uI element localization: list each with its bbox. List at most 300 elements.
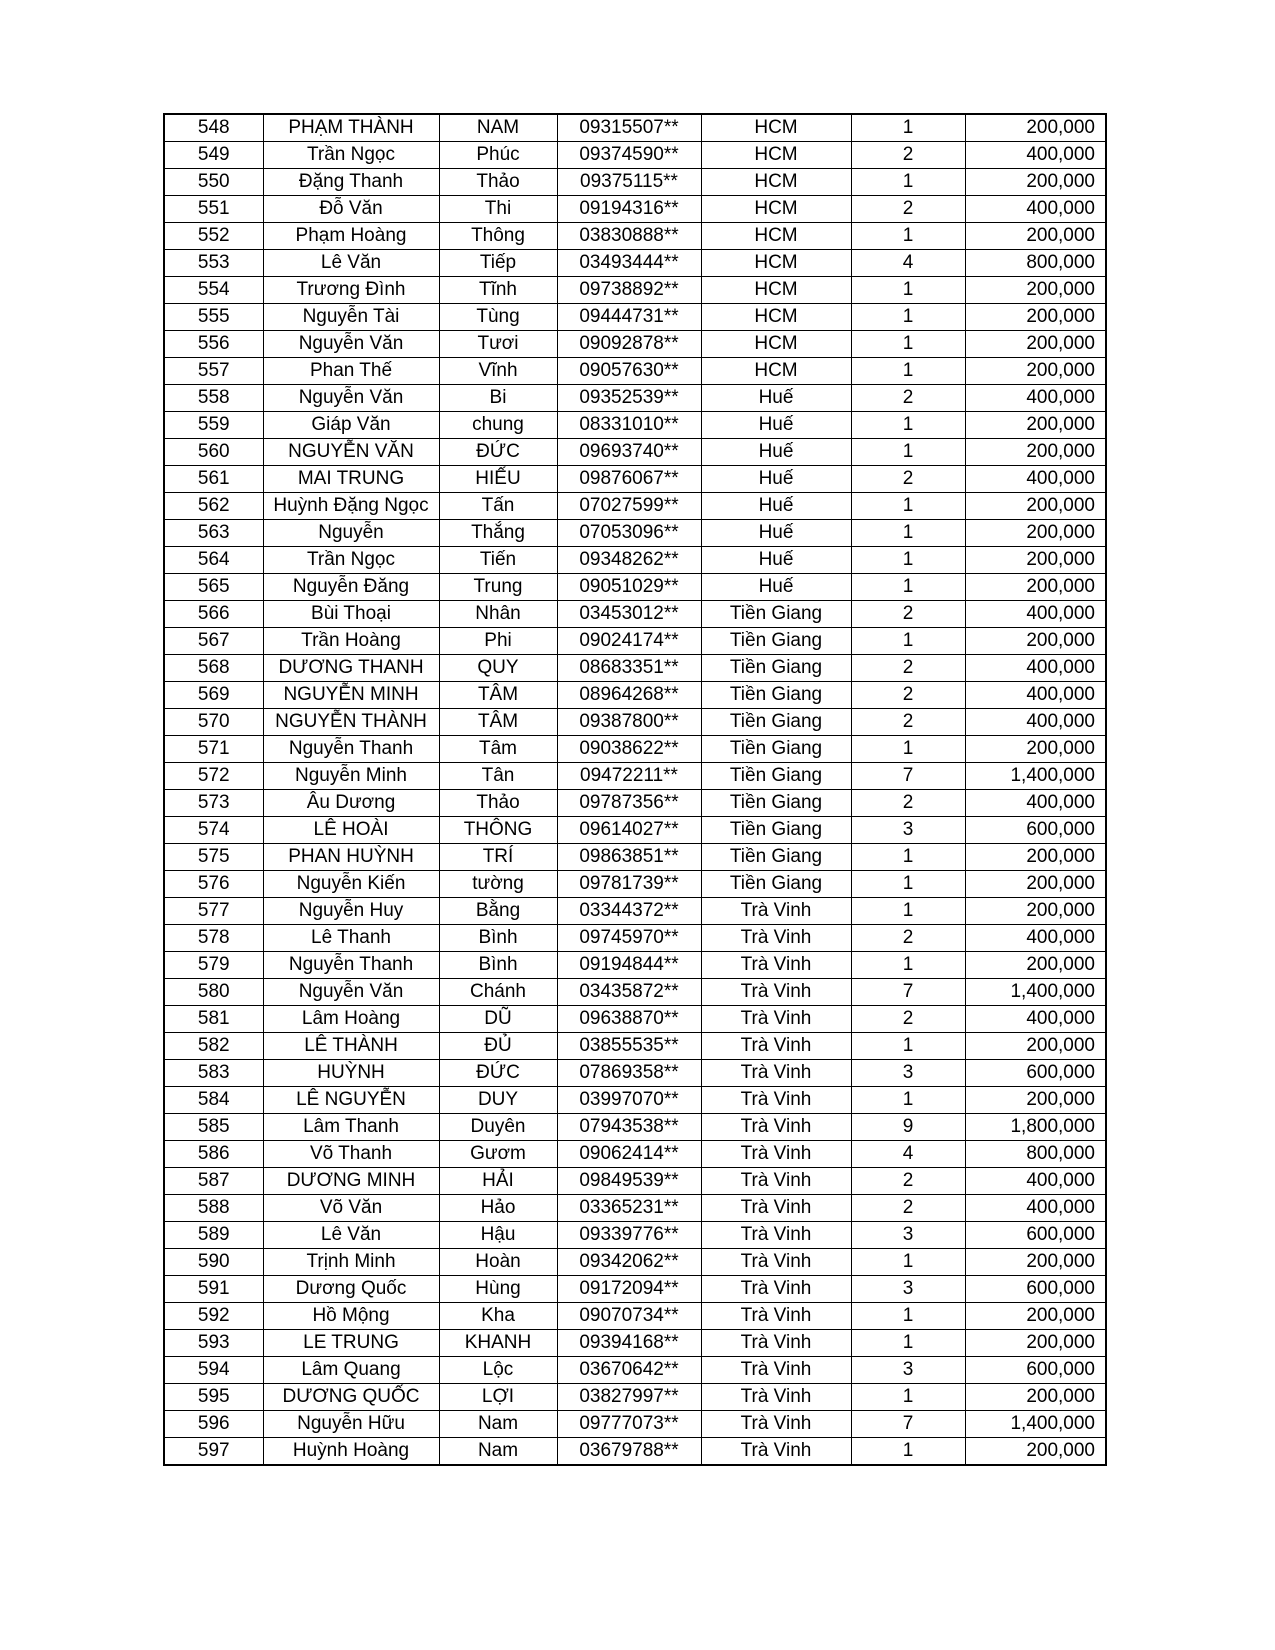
province-cell: Huế (701, 547, 851, 574)
table-row (164, 817, 1106, 844)
province-cell: Tiền Giang (701, 763, 851, 790)
given-name-cell: KHANH (439, 1330, 557, 1357)
row-number-cell: 559 (164, 412, 263, 439)
row-number-cell: 557 (164, 358, 263, 385)
phone-cell: 08331010** (557, 412, 701, 439)
phone-cell: 09062414** (557, 1141, 701, 1168)
quantity-cell: 1 (851, 358, 965, 385)
row-number-cell: 564 (164, 547, 263, 574)
province-cell: Trà Vinh (701, 898, 851, 925)
amount-cell: 200,000 (965, 331, 1106, 358)
amount-cell: 400,000 (965, 682, 1106, 709)
row-number-cell: 570 (164, 709, 263, 736)
amount-cell: 400,000 (965, 142, 1106, 169)
province-cell: Tiền Giang (701, 682, 851, 709)
province-cell: Trà Vinh (701, 1222, 851, 1249)
row-number-cell: 573 (164, 790, 263, 817)
given-name-cell: tường (439, 871, 557, 898)
quantity-cell: 7 (851, 979, 965, 1006)
row-number-cell: 565 (164, 574, 263, 601)
surname-cell: Nguyễn Hữu (263, 1411, 439, 1438)
phone-cell: 09777073** (557, 1411, 701, 1438)
surname-cell: Phan Thế (263, 358, 439, 385)
row-number-cell: 551 (164, 196, 263, 223)
row-number-cell: 561 (164, 466, 263, 493)
given-name-cell: ĐỨC (439, 1060, 557, 1087)
amount-cell: 600,000 (965, 1222, 1106, 1249)
quantity-cell: 3 (851, 1222, 965, 1249)
surname-cell: Nguyễn Văn (263, 979, 439, 1006)
given-name-cell: ĐỦ (439, 1033, 557, 1060)
given-name-cell: ĐỨC (439, 439, 557, 466)
quantity-cell: 1 (851, 114, 965, 142)
table-row (164, 1006, 1106, 1033)
surname-cell: Dương Quốc (263, 1276, 439, 1303)
province-cell: Tiền Giang (701, 817, 851, 844)
amount-cell: 400,000 (965, 1168, 1106, 1195)
phone-cell: 03365231** (557, 1195, 701, 1222)
quantity-cell: 2 (851, 601, 965, 628)
phone-cell: 03997070** (557, 1087, 701, 1114)
quantity-cell: 3 (851, 1060, 965, 1087)
row-number-cell: 591 (164, 1276, 263, 1303)
phone-cell: 09051029** (557, 574, 701, 601)
amount-cell: 200,000 (965, 952, 1106, 979)
amount-cell: 1,400,000 (965, 979, 1106, 1006)
amount-cell: 600,000 (965, 1357, 1106, 1384)
quantity-cell: 1 (851, 952, 965, 979)
table-row (164, 304, 1106, 331)
table-row (164, 601, 1106, 628)
given-name-cell: Thi (439, 196, 557, 223)
province-cell: Trà Vinh (701, 1060, 851, 1087)
table-row (164, 439, 1106, 466)
surname-cell: Hồ Mộng (263, 1303, 439, 1330)
row-number-cell: 588 (164, 1195, 263, 1222)
surname-cell: NGUYỄN THÀNH (263, 709, 439, 736)
province-cell: Tiền Giang (701, 655, 851, 682)
phone-cell: 07943538** (557, 1114, 701, 1141)
province-cell: Tiền Giang (701, 871, 851, 898)
quantity-cell: 4 (851, 250, 965, 277)
quantity-cell: 1 (851, 520, 965, 547)
given-name-cell: NAM (439, 114, 557, 142)
surname-cell: DƯƠNG QUỐC (263, 1384, 439, 1411)
quantity-cell: 1 (851, 304, 965, 331)
province-cell: HCM (701, 277, 851, 304)
phone-cell: 09387800** (557, 709, 701, 736)
surname-cell: Đặng Thanh (263, 169, 439, 196)
table-row (164, 1438, 1106, 1466)
province-cell: Tiền Giang (701, 736, 851, 763)
row-number-cell: 555 (164, 304, 263, 331)
given-name-cell: Bình (439, 952, 557, 979)
table-row (164, 493, 1106, 520)
amount-cell: 200,000 (965, 871, 1106, 898)
amount-cell: 400,000 (965, 196, 1106, 223)
amount-cell: 200,000 (965, 493, 1106, 520)
amount-cell: 600,000 (965, 1060, 1106, 1087)
table-row (164, 736, 1106, 763)
phone-cell: 03435872** (557, 979, 701, 1006)
amount-cell: 200,000 (965, 574, 1106, 601)
surname-cell: Nguyễn Huy (263, 898, 439, 925)
quantity-cell: 2 (851, 1168, 965, 1195)
phone-cell: 09315507** (557, 114, 701, 142)
province-cell: Trà Vinh (701, 1087, 851, 1114)
row-number-cell: 563 (164, 520, 263, 547)
phone-cell: 09172094** (557, 1276, 701, 1303)
row-number-cell: 549 (164, 142, 263, 169)
row-number-cell: 586 (164, 1141, 263, 1168)
amount-cell: 600,000 (965, 817, 1106, 844)
table-row (164, 1303, 1106, 1330)
quantity-cell: 7 (851, 763, 965, 790)
quantity-cell: 1 (851, 331, 965, 358)
quantity-cell: 2 (851, 682, 965, 709)
given-name-cell: Lộc (439, 1357, 557, 1384)
row-number-cell: 579 (164, 952, 263, 979)
table-row (164, 1276, 1106, 1303)
row-number-cell: 597 (164, 1438, 263, 1466)
surname-cell: Nguyễn Văn (263, 385, 439, 412)
amount-cell: 200,000 (965, 1384, 1106, 1411)
province-cell: Trà Vinh (701, 979, 851, 1006)
quantity-cell: 1 (851, 1249, 965, 1276)
quantity-cell: 1 (851, 574, 965, 601)
table-row (164, 114, 1106, 142)
amount-cell: 200,000 (965, 520, 1106, 547)
surname-cell: MAI TRUNG (263, 466, 439, 493)
table-row (164, 1384, 1106, 1411)
phone-cell: 03453012** (557, 601, 701, 628)
given-name-cell: Bình (439, 925, 557, 952)
row-number-cell: 594 (164, 1357, 263, 1384)
province-cell: Trà Vinh (701, 1357, 851, 1384)
table-row (164, 466, 1106, 493)
quantity-cell: 1 (851, 1330, 965, 1357)
table-row (164, 628, 1106, 655)
quantity-cell: 1 (851, 277, 965, 304)
amount-cell: 200,000 (965, 114, 1106, 142)
phone-cell: 03344372** (557, 898, 701, 925)
given-name-cell: DUY (439, 1087, 557, 1114)
surname-cell: Nguyễn Minh (263, 763, 439, 790)
province-cell: Huế (701, 385, 851, 412)
table-row (164, 196, 1106, 223)
table-row (164, 1195, 1106, 1222)
province-cell: HCM (701, 331, 851, 358)
phone-cell: 09348262** (557, 547, 701, 574)
phone-cell: 09849539** (557, 1168, 701, 1195)
row-number-cell: 562 (164, 493, 263, 520)
table-row (164, 412, 1106, 439)
province-cell: Huế (701, 520, 851, 547)
province-cell: Trà Vinh (701, 1006, 851, 1033)
province-cell: Trà Vinh (701, 952, 851, 979)
phone-cell: 09057630** (557, 358, 701, 385)
surname-cell: Đỗ Văn (263, 196, 439, 223)
row-number-cell: 582 (164, 1033, 263, 1060)
amount-cell: 400,000 (965, 1006, 1106, 1033)
given-name-cell: Gươm (439, 1141, 557, 1168)
given-name-cell: THÔNG (439, 817, 557, 844)
given-name-cell: Duyên (439, 1114, 557, 1141)
row-number-cell: 548 (164, 114, 263, 142)
surname-cell: PHẠM THÀNH (263, 114, 439, 142)
table-row (164, 979, 1106, 1006)
province-cell: HCM (701, 196, 851, 223)
row-number-cell: 596 (164, 1411, 263, 1438)
amount-cell: 200,000 (965, 1087, 1106, 1114)
phone-cell: 07869358** (557, 1060, 701, 1087)
amount-cell: 400,000 (965, 925, 1106, 952)
row-number-cell: 578 (164, 925, 263, 952)
quantity-cell: 9 (851, 1114, 965, 1141)
amount-cell: 1,800,000 (965, 1114, 1106, 1141)
province-cell: Trà Vinh (701, 1195, 851, 1222)
surname-cell: Trần Hoàng (263, 628, 439, 655)
province-cell: Tiền Giang (701, 709, 851, 736)
phone-cell: 09781739** (557, 871, 701, 898)
given-name-cell: Hậu (439, 1222, 557, 1249)
recipient-table (163, 113, 1107, 1466)
table-row (164, 1330, 1106, 1357)
phone-cell: 03827997** (557, 1384, 701, 1411)
quantity-cell: 2 (851, 142, 965, 169)
amount-cell: 1,400,000 (965, 763, 1106, 790)
phone-cell: 09394168** (557, 1330, 701, 1357)
phone-cell: 09444731** (557, 304, 701, 331)
quantity-cell: 2 (851, 1006, 965, 1033)
quantity-cell: 1 (851, 1303, 965, 1330)
phone-cell: 09342062** (557, 1249, 701, 1276)
amount-cell: 400,000 (965, 655, 1106, 682)
province-cell: Tiền Giang (701, 844, 851, 871)
surname-cell: Nguyễn Thanh (263, 736, 439, 763)
table-body (164, 114, 1106, 1465)
given-name-cell: DŨ (439, 1006, 557, 1033)
surname-cell: LÊ HOÀI (263, 817, 439, 844)
row-number-cell: 583 (164, 1060, 263, 1087)
row-number-cell: 576 (164, 871, 263, 898)
amount-cell: 200,000 (965, 304, 1106, 331)
given-name-cell: Tấn (439, 493, 557, 520)
surname-cell: Nguyễn Đăng (263, 574, 439, 601)
table-row (164, 142, 1106, 169)
phone-cell: 09472211** (557, 763, 701, 790)
given-name-cell: Hùng (439, 1276, 557, 1303)
province-cell: Trà Vinh (701, 1411, 851, 1438)
given-name-cell: Tươi (439, 331, 557, 358)
surname-cell: Lê Văn (263, 1222, 439, 1249)
given-name-cell: Hoàn (439, 1249, 557, 1276)
province-cell: Trà Vinh (701, 1276, 851, 1303)
province-cell: Trà Vinh (701, 1384, 851, 1411)
phone-cell: 09876067** (557, 466, 701, 493)
table-row (164, 1141, 1106, 1168)
phone-cell: 09194316** (557, 196, 701, 223)
table-row (164, 952, 1106, 979)
row-number-cell: 556 (164, 331, 263, 358)
phone-cell: 07027599** (557, 493, 701, 520)
quantity-cell: 7 (851, 1411, 965, 1438)
table-row (164, 898, 1106, 925)
row-number-cell: 566 (164, 601, 263, 628)
row-number-cell: 580 (164, 979, 263, 1006)
surname-cell: Trần Ngọc (263, 142, 439, 169)
phone-cell: 03830888** (557, 223, 701, 250)
row-number-cell: 568 (164, 655, 263, 682)
quantity-cell: 2 (851, 466, 965, 493)
quantity-cell: 1 (851, 871, 965, 898)
row-number-cell: 553 (164, 250, 263, 277)
province-cell: Trà Vinh (701, 925, 851, 952)
amount-cell: 200,000 (965, 1249, 1106, 1276)
given-name-cell: Tĩnh (439, 277, 557, 304)
row-number-cell: 595 (164, 1384, 263, 1411)
surname-cell: Lê Văn (263, 250, 439, 277)
table-row (164, 1060, 1106, 1087)
quantity-cell: 2 (851, 925, 965, 952)
given-name-cell: Chánh (439, 979, 557, 1006)
given-name-cell: Nam (439, 1438, 557, 1466)
table-row (164, 331, 1106, 358)
surname-cell: Lâm Thanh (263, 1114, 439, 1141)
given-name-cell: QUY (439, 655, 557, 682)
surname-cell: Nguyễn (263, 520, 439, 547)
table-row (164, 574, 1106, 601)
given-name-cell: chung (439, 412, 557, 439)
table-row (164, 1411, 1106, 1438)
quantity-cell: 1 (851, 493, 965, 520)
quantity-cell: 3 (851, 1276, 965, 1303)
amount-cell: 200,000 (965, 844, 1106, 871)
amount-cell: 400,000 (965, 1195, 1106, 1222)
quantity-cell: 1 (851, 223, 965, 250)
table-row (164, 1222, 1106, 1249)
province-cell: Trà Vinh (701, 1141, 851, 1168)
surname-cell: DƯƠNG MINH (263, 1168, 439, 1195)
phone-cell: 09787356** (557, 790, 701, 817)
given-name-cell: Tâm (439, 736, 557, 763)
amount-cell: 400,000 (965, 790, 1106, 817)
row-number-cell: 577 (164, 898, 263, 925)
quantity-cell: 3 (851, 817, 965, 844)
given-name-cell: Hảo (439, 1195, 557, 1222)
table-row (164, 1114, 1106, 1141)
surname-cell: Nguyễn Kiến (263, 871, 439, 898)
row-number-cell: 575 (164, 844, 263, 871)
quantity-cell: 2 (851, 709, 965, 736)
amount-cell: 200,000 (965, 547, 1106, 574)
quantity-cell: 2 (851, 196, 965, 223)
table-row (164, 1033, 1106, 1060)
table-row (164, 358, 1106, 385)
table-row (164, 520, 1106, 547)
amount-cell: 200,000 (965, 412, 1106, 439)
table-row (164, 1087, 1106, 1114)
surname-cell: Nguyễn Tài (263, 304, 439, 331)
given-name-cell: Kha (439, 1303, 557, 1330)
table-row (164, 223, 1106, 250)
row-number-cell: 587 (164, 1168, 263, 1195)
row-number-cell: 554 (164, 277, 263, 304)
phone-cell: 08683351** (557, 655, 701, 682)
table-row (164, 709, 1106, 736)
row-number-cell: 567 (164, 628, 263, 655)
given-name-cell: TÂM (439, 709, 557, 736)
row-number-cell: 592 (164, 1303, 263, 1330)
surname-cell: Phạm Hoàng (263, 223, 439, 250)
amount-cell: 200,000 (965, 898, 1106, 925)
given-name-cell: Thảo (439, 790, 557, 817)
province-cell: HCM (701, 304, 851, 331)
table-row (164, 385, 1106, 412)
quantity-cell: 1 (851, 1033, 965, 1060)
province-cell: Trà Vinh (701, 1438, 851, 1466)
quantity-cell: 1 (851, 898, 965, 925)
amount-cell: 400,000 (965, 466, 1106, 493)
surname-cell: LÊ THÀNH (263, 1033, 439, 1060)
given-name-cell: HIẾU (439, 466, 557, 493)
province-cell: Trà Vinh (701, 1249, 851, 1276)
phone-cell: 09375115** (557, 169, 701, 196)
table-row (164, 1168, 1106, 1195)
row-number-cell: 581 (164, 1006, 263, 1033)
phone-cell: 08964268** (557, 682, 701, 709)
phone-cell: 03679788** (557, 1438, 701, 1466)
surname-cell: DƯƠNG THANH (263, 655, 439, 682)
amount-cell: 200,000 (965, 1033, 1106, 1060)
surname-cell: Âu Dương (263, 790, 439, 817)
amount-cell: 200,000 (965, 358, 1106, 385)
phone-cell: 09038622** (557, 736, 701, 763)
phone-cell: 09352539** (557, 385, 701, 412)
table-row (164, 1249, 1106, 1276)
surname-cell: Giáp Văn (263, 412, 439, 439)
row-number-cell: 552 (164, 223, 263, 250)
given-name-cell: Tân (439, 763, 557, 790)
table-row (164, 925, 1106, 952)
amount-cell: 200,000 (965, 277, 1106, 304)
province-cell: HCM (701, 169, 851, 196)
phone-cell: 09745970** (557, 925, 701, 952)
amount-cell: 800,000 (965, 250, 1106, 277)
row-number-cell: 593 (164, 1330, 263, 1357)
table-row (164, 790, 1106, 817)
table-row (164, 844, 1106, 871)
province-cell: Huế (701, 439, 851, 466)
province-cell: HCM (701, 114, 851, 142)
surname-cell: Lâm Hoàng (263, 1006, 439, 1033)
surname-cell: NGUYỄN VĂN (263, 439, 439, 466)
amount-cell: 200,000 (965, 1303, 1106, 1330)
surname-cell: Võ Thanh (263, 1141, 439, 1168)
phone-cell: 09092878** (557, 331, 701, 358)
province-cell: Trà Vinh (701, 1303, 851, 1330)
amount-cell: 400,000 (965, 601, 1106, 628)
phone-cell: 09638870** (557, 1006, 701, 1033)
quantity-cell: 4 (851, 1141, 965, 1168)
phone-cell: 09693740** (557, 439, 701, 466)
phone-cell: 09024174** (557, 628, 701, 655)
given-name-cell: Tiếp (439, 250, 557, 277)
quantity-cell: 1 (851, 169, 965, 196)
given-name-cell: LỢI (439, 1384, 557, 1411)
given-name-cell: Bi (439, 385, 557, 412)
amount-cell: 800,000 (965, 1141, 1106, 1168)
